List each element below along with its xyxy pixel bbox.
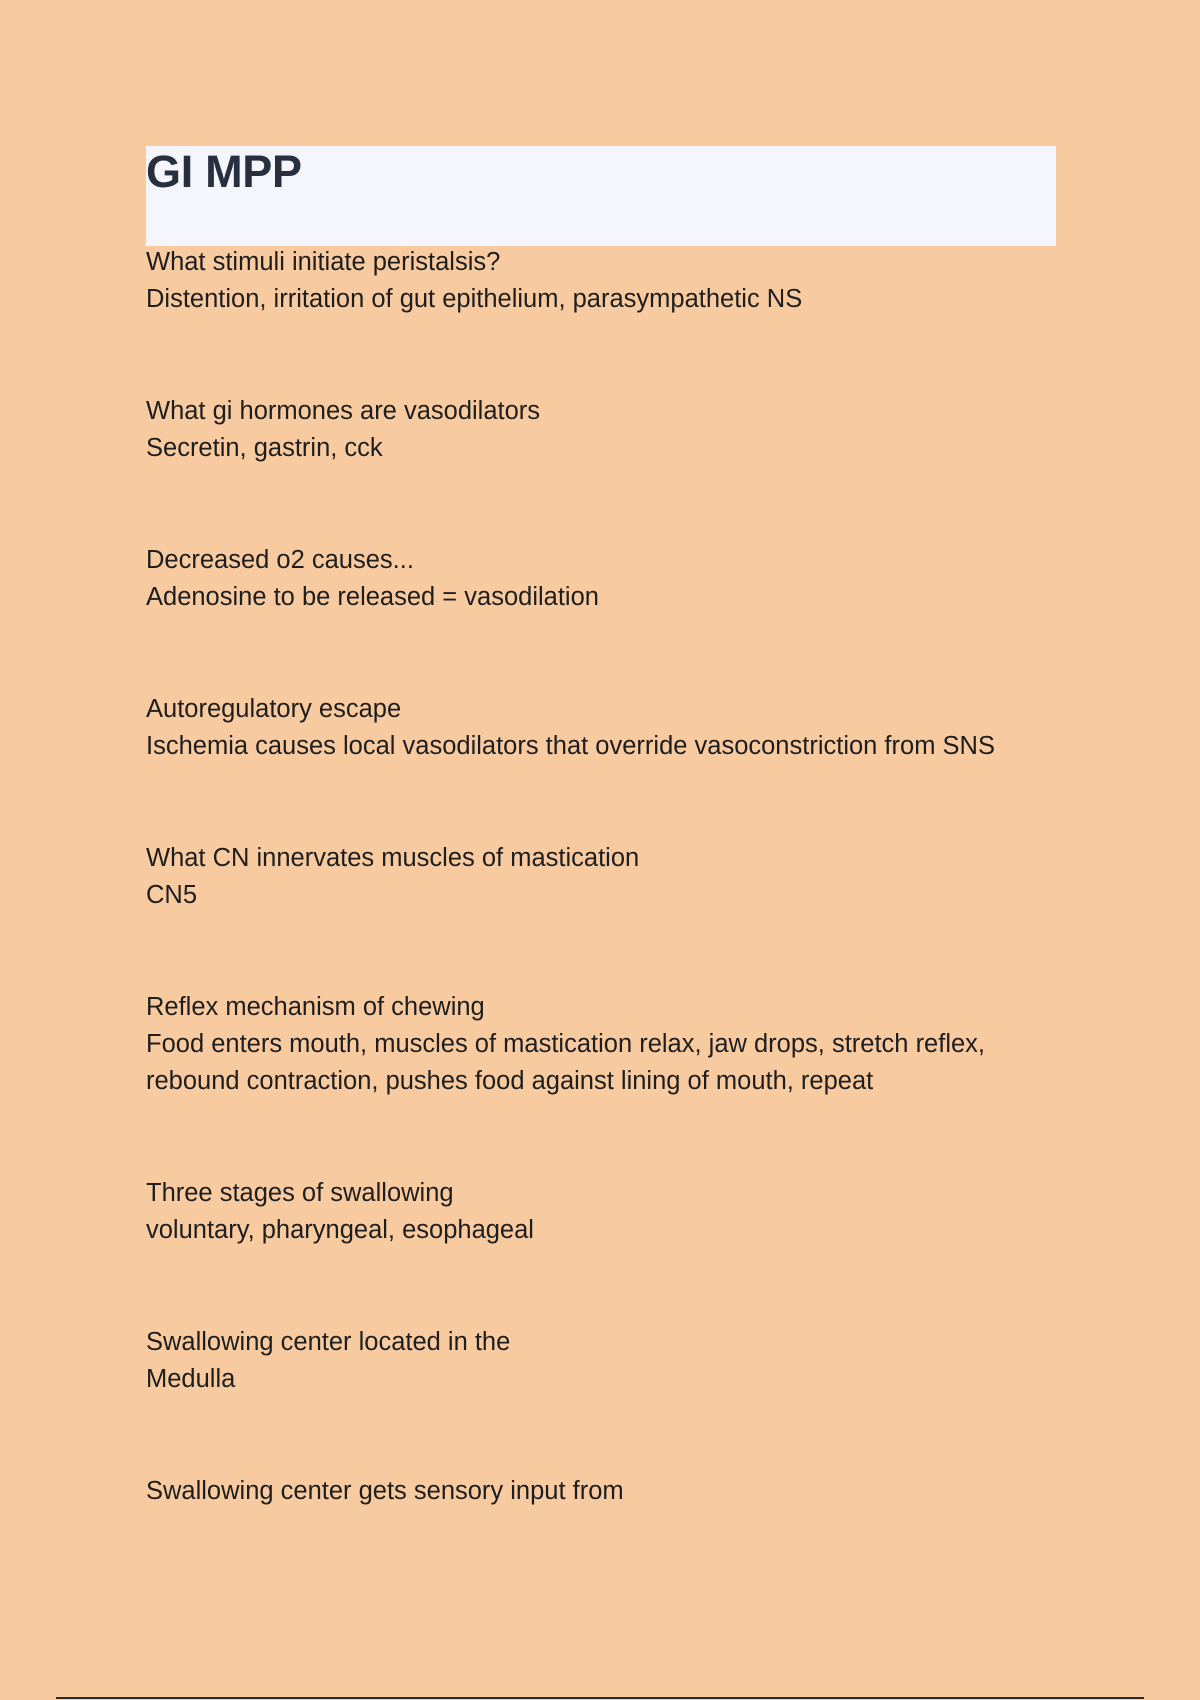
card-answer: Secretin, gastrin, cck [146, 434, 383, 462]
card-answer: voluntary, pharyngeal, esophageal [146, 1216, 534, 1244]
page-divider [56, 1697, 1144, 1699]
card-answer: Distention, irritation of gut epithelium, parasympathetic NS [146, 285, 803, 313]
card-answer: Ischemia causes local vasodilators that override vasoconstriction from SNS [146, 732, 995, 760]
card-question: Decreased o2 causes... [146, 546, 414, 574]
card-question: What CN innervates muscles of mastication [146, 844, 640, 872]
card-question: Swallowing center gets sensory input from [146, 1477, 624, 1505]
flashcard [146, 989, 1056, 1100]
flashcard [146, 244, 1056, 318]
card-question: Reflex mechanism of chewing [146, 993, 485, 1021]
card-answer: Adenosine to be released = vasodilation [146, 583, 599, 611]
flashcard [146, 691, 1056, 765]
flashcard [146, 1324, 1056, 1398]
flashcard-list [146, 244, 1056, 1585]
title-banner [146, 146, 1056, 246]
card-question: Three stages of swallowing [146, 1179, 454, 1207]
page-title: GI MPP [146, 146, 302, 197]
card-question: What gi hormones are vasodilators [146, 397, 541, 425]
flashcard [146, 542, 1056, 616]
card-answer: Food enters mouth, muscles of mastication relax, jaw drops, stretch reflex, rebound contraction, pushes food against lining of mouth, repeat [146, 1030, 986, 1095]
flashcard [146, 1175, 1056, 1249]
card-question: What stimuli initiate peristalsis? [146, 248, 501, 276]
card-question: Autoregulatory escape [146, 695, 402, 723]
card-answer: CN5 [146, 881, 198, 909]
flashcard [146, 840, 1056, 914]
card-answer: Medulla [146, 1365, 236, 1393]
flashcard [146, 393, 1056, 467]
card-question: Swallowing center located in the [146, 1328, 511, 1356]
flashcard [146, 1473, 1056, 1510]
